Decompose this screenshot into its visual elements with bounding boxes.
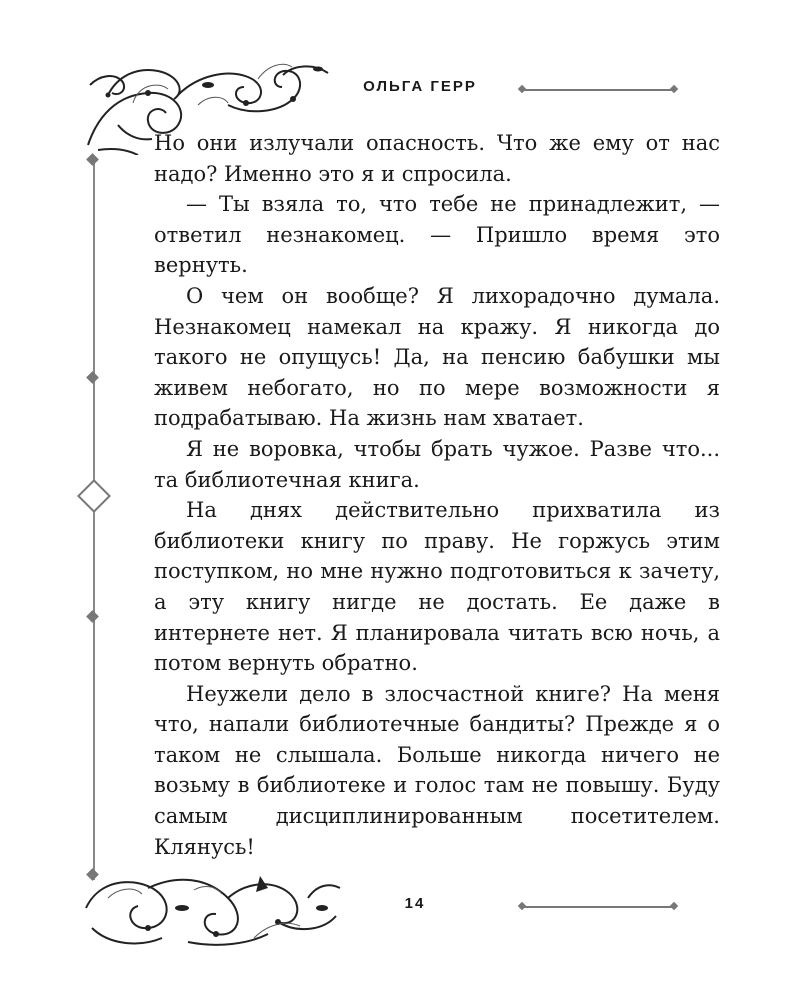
paragraph: — Ты взяла то, что тебе не принадлежит, — ответил незнакомец. — Пришло время это вернуть. <box>154 192 720 278</box>
bottom-flourish-ornament <box>78 868 348 950</box>
body-text <box>154 128 720 862</box>
rail-dot-lower <box>86 610 99 623</box>
paragraph: Я не воровка, чтобы брать чужое. Разве что... та библиотечная книга. <box>154 436 720 492</box>
rail-dot-upper <box>86 371 99 384</box>
running-head-author: ОЛЬГА ГЕРР <box>363 78 477 95</box>
page-number: 14 <box>404 895 426 912</box>
paragraph: О чем он вообще? Я лихорадочно думала. Незнакомец намекал на кражу. Я никогда до такого не опущусь! Да, на пенсию бабушки мы живем небогато, но по мере возможности я подрабатываю. На жизнь нам хватает. <box>154 283 720 431</box>
margin-rail <box>93 160 95 880</box>
footer-rule <box>522 906 674 908</box>
rail-dot-top <box>86 153 99 166</box>
header-rule <box>522 89 674 91</box>
rail-diamond-ornament <box>77 479 111 513</box>
paragraph: На днях действительно прихватила из библиотеки книгу по праву. Не горжусь этим поступком, но мне нужно подготовиться к зачету, а эту книгу нигде не достать. Ее даже в интернете нет. Я планировала читать всю ночь, а потом вернуть обратно. <box>154 498 720 676</box>
paragraph: Но они излучали опасность. Что же ему от нас надо? Именно это я и спросила. <box>154 131 720 186</box>
paragraph: Неужели дело в злосчастной книге? На меня что, напали библиотечные бандиты? Прежде я о таком не слышала. Больше никогда ничего не возьму в библиотеке и голос там не повышу. Буду самым дисциплинированным посетителем. Клянусь! <box>154 681 720 859</box>
